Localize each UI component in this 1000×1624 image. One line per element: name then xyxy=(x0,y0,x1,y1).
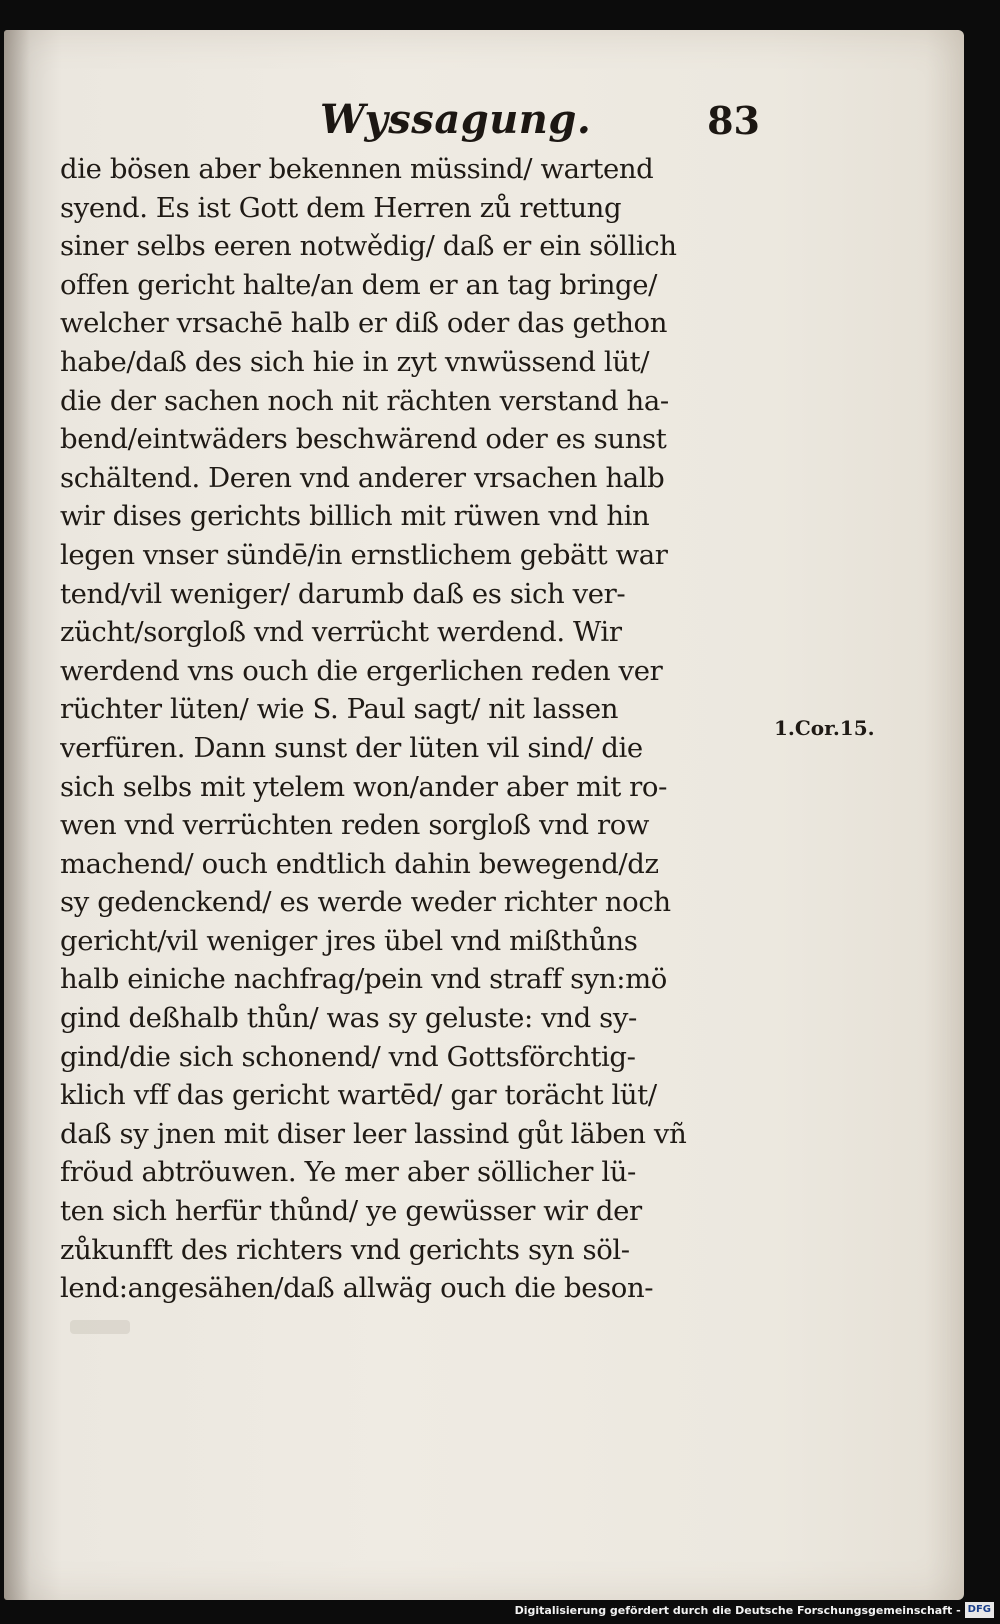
text-line: gind/die sich schonend/ vnd Gottsförchtig- xyxy=(60,1040,636,1073)
text-line: schältend. Deren vnd anderer vrsachen halb xyxy=(60,461,665,494)
text-line: die der sachen noch nit rächten verstand ha- xyxy=(60,384,669,417)
text-line: wen vnd verrüchten reden sorgloß vnd row xyxy=(60,809,650,842)
text-line: daß sy jnen mit diser leer lassind gůt läben vñ xyxy=(60,1117,687,1150)
text-line: sich selbs mit ytelem won/ander aber mit ro- xyxy=(60,770,667,803)
dfg-logo: DFG xyxy=(965,1602,994,1618)
page-number: 83 xyxy=(707,98,760,143)
running-title: Wyssagung. xyxy=(320,96,592,143)
text-line: offen gericht halte/an dem er an tag bringe/ xyxy=(60,268,658,301)
digitization-credit xyxy=(515,1600,994,1620)
text-line: die bösen aber bekennen müssind/ wartend xyxy=(60,153,654,185)
text-line: halb einiche nachfrag/pein vnd straff syn:mö xyxy=(60,963,667,996)
text-line: sy gedenckend/ es werde weder richter noch xyxy=(60,886,671,919)
text-line: ten sich herfür thůnd/ ye gewüsser wir der xyxy=(60,1195,642,1228)
running-head xyxy=(320,96,760,156)
text-line: verfüren. Dann sunst der lüten vil sind/ die xyxy=(60,731,643,764)
body-text xyxy=(60,150,770,1308)
text-line: fröud abtröuwen. Ye mer aber söllicher lü- xyxy=(60,1156,636,1189)
text-line: syend. Es ist Gott dem Herren zů rettung xyxy=(60,191,622,224)
text-line: siner selbs eeren notwědig/ daß er ein söllich xyxy=(60,230,677,263)
text-line: gind deßhalb thůn/ was sy geluste: vnd sy- xyxy=(60,1002,637,1035)
page-gutter-shadow xyxy=(4,30,30,1600)
text-line: zücht/sorgloß vnd verrücht werdend. Wir xyxy=(60,616,622,649)
text-line: machend/ ouch endtlich dahin bewegend/dz xyxy=(60,847,659,880)
text-line: werdend vns ouch die ergerlichen reden ver xyxy=(60,654,663,687)
marginal-note: 1.Cor.15. xyxy=(774,716,875,740)
text-line: legen vnser sündē/in ernstlichem gebätt war xyxy=(60,538,668,571)
text-line: gericht/vil weniger jres übel vnd mißthůns xyxy=(60,924,638,957)
ink-bleed-mark xyxy=(70,1320,130,1334)
text-line: zůkunfft des richters vnd gerichts syn söl- xyxy=(60,1233,630,1266)
text-line: welcher vrsachē halb er diß oder das gethon xyxy=(60,307,668,340)
text-line: klich vff das gericht wartēd/ gar torächt lüt/ xyxy=(60,1079,657,1112)
text-line: tend/vil weniger/ darumb daß es sich ver- xyxy=(60,577,626,610)
credit-text: Digitalisierung gefördert durch die Deutsche Forschungsgemeinschaft - xyxy=(514,1603,961,1617)
text-line: lend:angesähen/daß allwäg ouch die beson- xyxy=(60,1272,654,1305)
text-line: habe/daß des sich hie in zyt vnwüssend lüt/ xyxy=(60,345,650,378)
text-line: wir dises gerichts billich mit rüwen vnd hin xyxy=(60,500,650,533)
text-line: bend/eintwäders beschwärend oder es sunst xyxy=(60,423,667,456)
text-line: rüchter lüten/ wie S. Paul sagt/ nit lassen xyxy=(60,693,619,726)
